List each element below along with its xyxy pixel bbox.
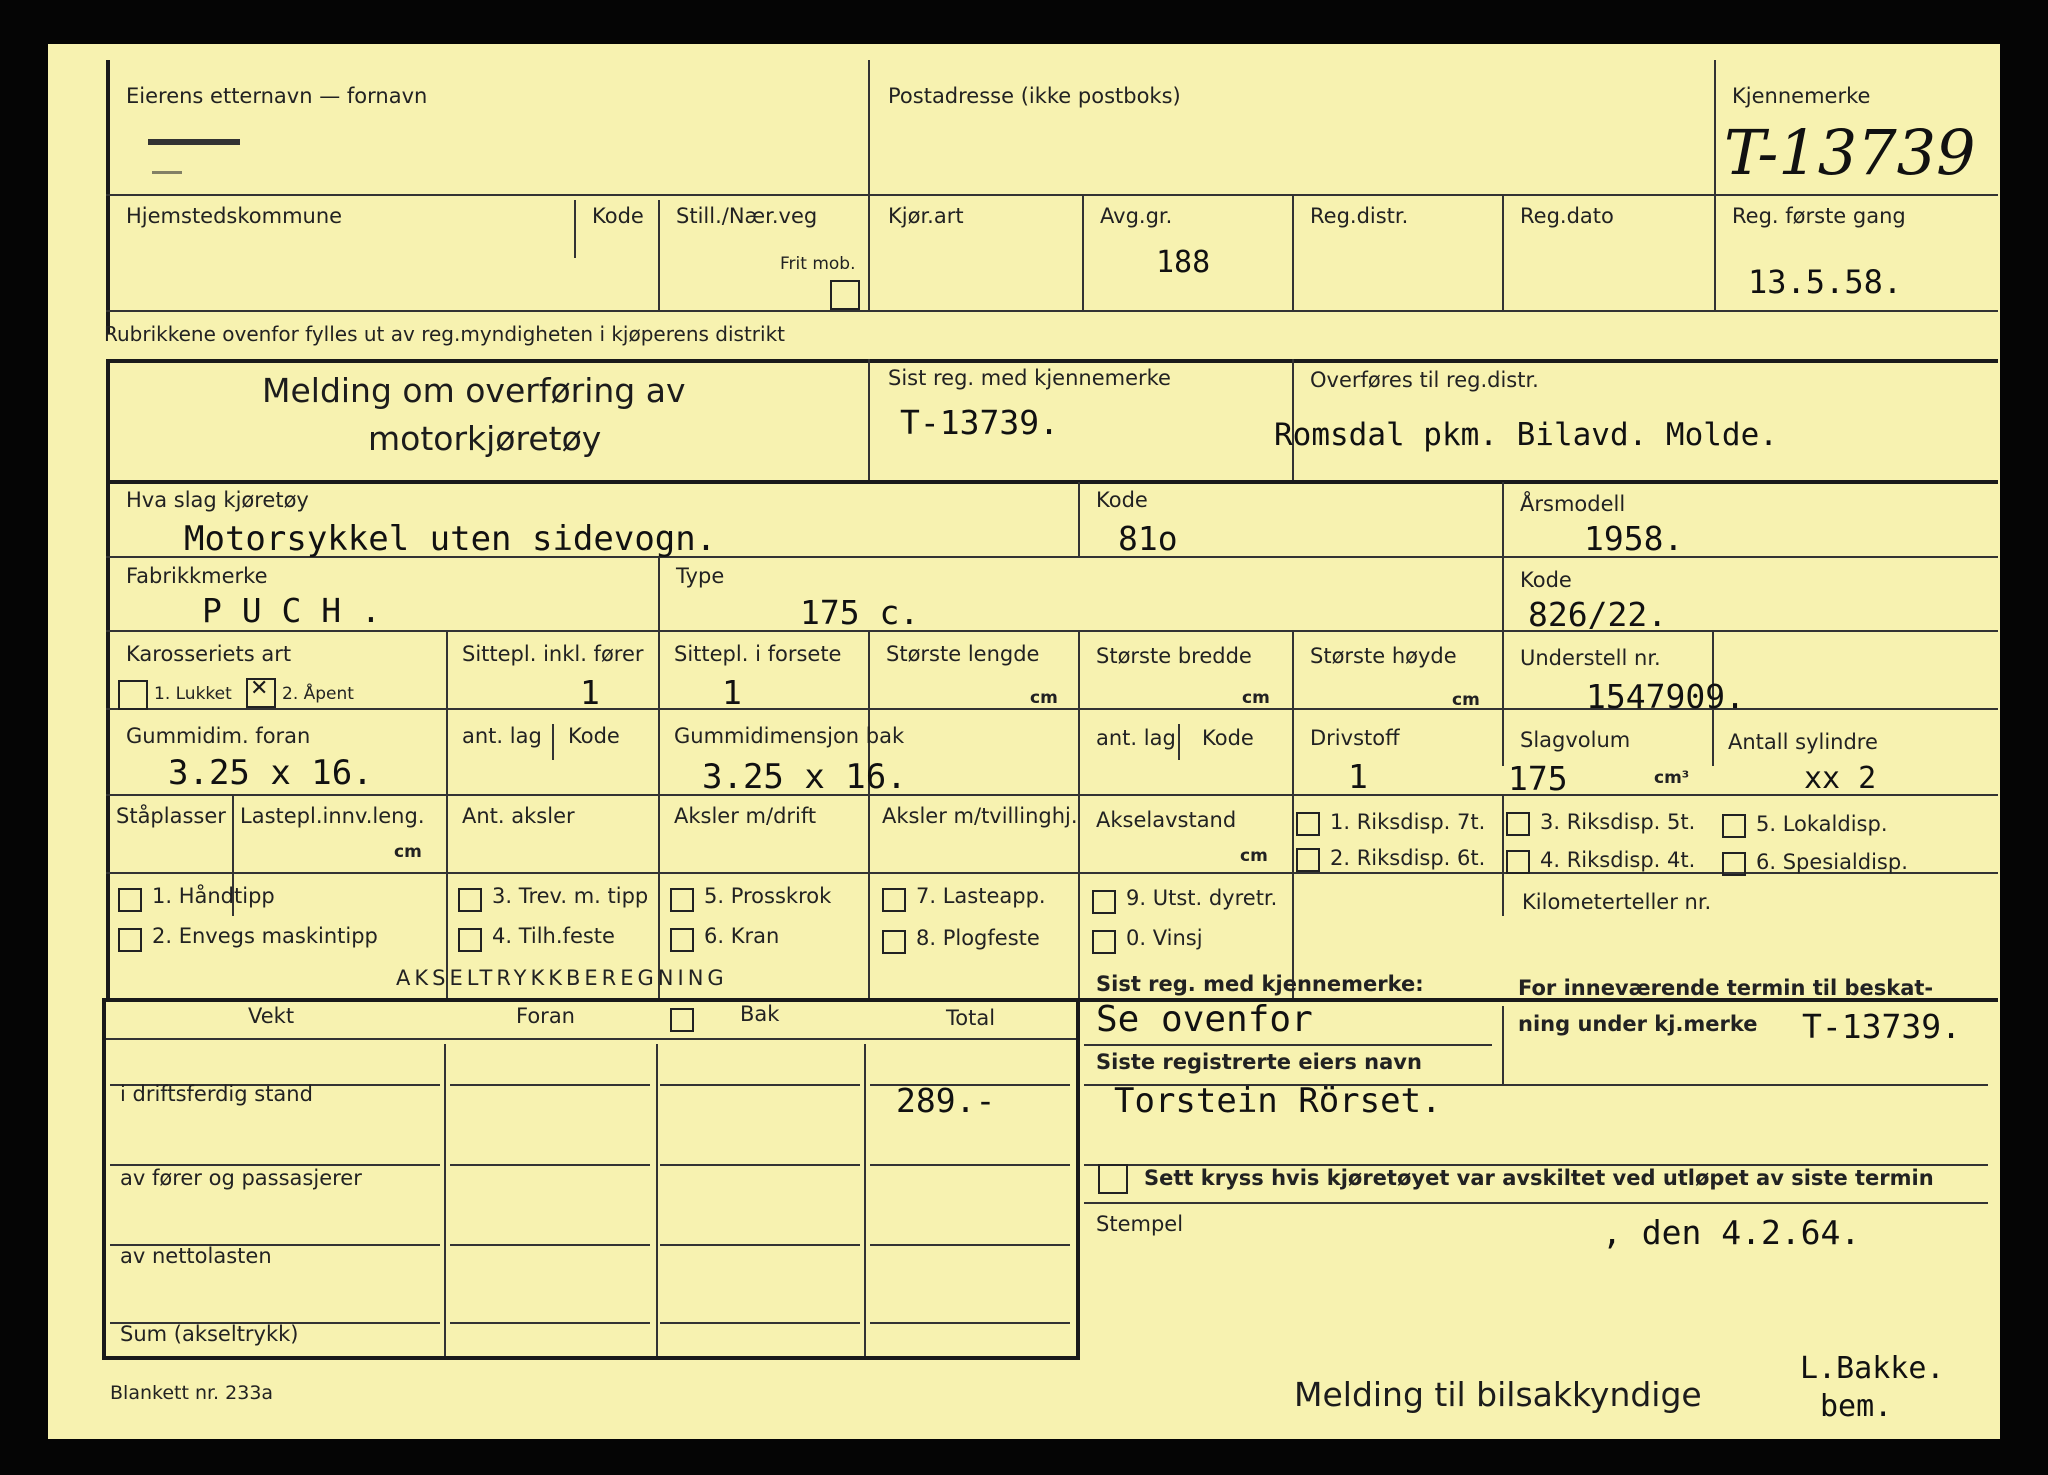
tilh-label: 4. Tilh.feste xyxy=(492,924,615,948)
seats-value: 1 xyxy=(580,673,600,712)
last-plate-value: T-13739. xyxy=(900,403,1059,442)
still-label: Still./Nær.veg xyxy=(676,204,818,228)
axle-table-left-border xyxy=(102,998,106,1358)
line xyxy=(660,1322,860,1324)
registration-form-card xyxy=(48,44,2000,1439)
line xyxy=(870,1164,1070,1166)
wheelbase-label: Akselavstand xyxy=(1096,808,1237,832)
riksdisp-4t-label: 4. Riksdisp. 4t. xyxy=(1540,848,1696,872)
line xyxy=(660,1164,860,1166)
body-open-checkbox[interactable] xyxy=(246,678,276,708)
cargo-length-unit: cm xyxy=(394,842,422,862)
axle-row-ready: i driftsferdig stand xyxy=(120,1082,313,1106)
cargo-length-label: Lastepl.innv.leng. xyxy=(240,804,425,828)
vinsj-label: 0. Vinsj xyxy=(1126,926,1203,950)
plate-label: Kjennemerke xyxy=(1732,84,1871,108)
right-last-plate-label: Sist reg. med kjennemerke: xyxy=(1096,972,1424,996)
axle-header-total: Total xyxy=(946,1006,996,1030)
riksdisp-4t-checkbox[interactable] xyxy=(1506,850,1530,874)
axle-header-front: Foran xyxy=(516,1004,575,1028)
deregistered-checkbox[interactable] xyxy=(1098,1164,1128,1194)
note-line: Rubrikkene ovenfor fylles ut av reg.myndigheten i kjøperens distrikt xyxy=(104,322,785,346)
front-seats-label: Sittepl. i forsete xyxy=(674,642,842,666)
vehicle-kind-label: Hva slag kjøretøy xyxy=(126,488,309,512)
seats-label: Sittepl. inkl. fører xyxy=(462,642,644,666)
first-reg-value: 13.5.58. xyxy=(1748,263,1903,301)
volume-unit: cm³ xyxy=(1654,768,1690,788)
riksdisp-5t-label: 3. Riksdisp. 5t. xyxy=(1540,810,1696,834)
body-closed-label: 1. Lukket xyxy=(154,684,232,704)
signature-name: L.Bakke. xyxy=(1800,1351,1945,1386)
term-value: T-13739. xyxy=(1802,1007,1961,1046)
last-plate-label: Sist reg. med kjennemerke xyxy=(888,366,1171,390)
axle-header-rear: Bak xyxy=(740,1002,780,1026)
rear-antlag-label: ant. lag xyxy=(1096,726,1176,750)
form-title-line1: Melding om overføring av xyxy=(262,371,686,410)
tilh-checkbox[interactable] xyxy=(458,928,482,952)
line xyxy=(106,872,1998,874)
stamp-label: Stempel xyxy=(1096,1212,1184,1236)
rear-tire-kode-label: Kode xyxy=(1202,726,1254,750)
lokaldisp-label: 5. Lokaldisp. xyxy=(1756,812,1888,836)
line xyxy=(450,1084,650,1086)
axle-row-driver: av fører og passasjerer xyxy=(120,1166,362,1190)
handtipp-checkbox[interactable] xyxy=(118,888,142,912)
make-label: Fabrikkmerke xyxy=(126,564,268,588)
plogfeste-checkbox[interactable] xyxy=(882,930,906,954)
vehicle-kode-value: 81o xyxy=(1118,519,1178,558)
dyretr-label: 9. Utst. dyretr. xyxy=(1126,886,1278,910)
axle-row-sum: Sum (akseltrykk) xyxy=(120,1322,299,1346)
cylinders-value: xx 2 xyxy=(1804,761,1877,796)
avggr-value: 188 xyxy=(1156,245,1211,280)
to-district-label: Overføres til reg.distr. xyxy=(1310,368,1539,392)
body-closed-checkbox[interactable] xyxy=(118,680,148,710)
axle-table-right-border xyxy=(1076,998,1080,1358)
front-tire-value: 3.25 x 16. xyxy=(168,753,373,793)
left-border xyxy=(106,359,110,999)
width-unit: cm xyxy=(1242,688,1270,708)
front-tire-kode-label: Kode xyxy=(568,724,620,748)
axle-header-weight: Vekt xyxy=(248,1004,295,1028)
date-value: , den 4.2.64. xyxy=(1602,1213,1861,1252)
rear-tire-value: 3.25 x 16. xyxy=(702,757,907,797)
right-last-plate-value: Se ovenfor xyxy=(1096,999,1313,1040)
line xyxy=(106,310,1998,312)
year-label: Årsmodell xyxy=(1520,492,1626,516)
plate-handwritten: T-13739 xyxy=(1724,116,1976,189)
kran-label: 6. Kran xyxy=(704,924,780,948)
kode2-label: Kode xyxy=(1520,568,1572,592)
line xyxy=(1084,1202,1988,1204)
axles-label: Ant. aksler xyxy=(462,804,575,828)
chassis-label: Understell nr. xyxy=(1520,646,1661,670)
term-label-1: For inneværende termin til beskat- xyxy=(1518,976,1934,1000)
divider xyxy=(868,359,870,482)
axle-table-bottom xyxy=(102,1356,1080,1360)
axle-row-netload: av nettolasten xyxy=(120,1244,272,1268)
spesialdisp-label: 6. Spesialdisp. xyxy=(1756,850,1908,874)
body-open-label: 2. Åpent xyxy=(282,684,354,704)
fuel-value: 1 xyxy=(1348,757,1368,796)
form-number: Blankett nr. 233a xyxy=(110,1382,274,1404)
divider xyxy=(552,724,554,760)
divider xyxy=(1082,194,1084,310)
line xyxy=(870,1244,1070,1246)
divider xyxy=(658,556,660,630)
redacted-name-mark xyxy=(152,171,182,174)
line xyxy=(1084,1044,1492,1046)
riksdisp-5t-checkbox[interactable] xyxy=(1506,812,1530,836)
front-seats-value: 1 xyxy=(722,673,742,712)
divider xyxy=(1502,794,1504,916)
type-value: 175 c. xyxy=(800,593,920,632)
divider xyxy=(1292,194,1294,310)
kode2-value: 826/22. xyxy=(1528,595,1668,634)
line xyxy=(450,1244,650,1246)
rear-tire-label: Gummidimensjon bak xyxy=(674,724,905,748)
envegs-checkbox[interactable] xyxy=(118,928,142,952)
chassis-value: 1547909. xyxy=(1586,677,1745,716)
lokaldisp-checkbox[interactable] xyxy=(1722,814,1746,838)
line xyxy=(106,794,1998,796)
spesialdisp-checkbox[interactable] xyxy=(1722,852,1746,876)
owner-name-label: Eierens etternavn — fornavn xyxy=(126,84,428,108)
divider xyxy=(1078,482,1080,556)
divider xyxy=(1078,916,1080,1000)
volume-value: 175 xyxy=(1508,759,1568,798)
front-antlag-label: ant. lag xyxy=(462,724,542,748)
kjorart-label: Kjør.art xyxy=(888,204,964,228)
lasteapp-checkbox[interactable] xyxy=(882,888,906,912)
envegs-label: 2. Envegs maskintipp xyxy=(152,924,378,948)
odometer-label: Kilometerteller nr. xyxy=(1522,890,1712,914)
line xyxy=(106,480,1998,484)
divider xyxy=(1502,1006,1504,1084)
signature-bem: bem. xyxy=(1820,1389,1893,1424)
type-label: Type xyxy=(676,564,725,588)
first-reg-label: Reg. første gang xyxy=(1732,204,1906,228)
municipality-label: Hjemstedskommune xyxy=(126,204,343,228)
trev-label: 3. Trev. m. tipp xyxy=(492,884,649,908)
title-top-line xyxy=(106,359,1998,363)
last-owner-label: Siste registrerte eiers navn xyxy=(1096,1050,1422,1074)
address-label: Postadresse (ikke postboks) xyxy=(888,84,1181,108)
volume-label: Slagvolum xyxy=(1520,728,1631,752)
frit-mob-checkbox[interactable] xyxy=(830,280,860,310)
length-label: Største lengde xyxy=(886,642,1040,666)
line xyxy=(106,630,1998,632)
addressee-label: Melding til bilsakkyndige xyxy=(1294,1375,1702,1414)
regdistr-label: Reg.distr. xyxy=(1310,204,1409,228)
riksdisp-7t-label: 1. Riksdisp. 7t. xyxy=(1330,810,1486,834)
standing-label: Ståplasser xyxy=(116,804,226,828)
form-title-line2: motorkjøretøy xyxy=(368,419,602,458)
to-district-value: Romsdal pkm. Bilavd. Molde. xyxy=(1274,417,1778,453)
divider xyxy=(444,1044,446,1358)
line xyxy=(660,1244,860,1246)
avggr-label: Avg.gr. xyxy=(1100,204,1173,228)
prosskrok-label: 5. Prosskrok xyxy=(704,884,832,908)
length-unit: cm xyxy=(1030,688,1058,708)
line xyxy=(660,1084,860,1086)
cylinders-label: Antall sylindre xyxy=(1728,730,1878,754)
axle-row-ready-total: 289.- xyxy=(896,1081,996,1120)
line xyxy=(870,1322,1070,1324)
height-label: Største høyde xyxy=(1310,644,1457,668)
divider xyxy=(1714,60,1716,310)
riksdisp-6t-label: 2. Riksdisp. 6t. xyxy=(1330,846,1486,870)
divider xyxy=(1502,482,1504,766)
riksdisp-7t-checkbox[interactable] xyxy=(1296,812,1320,836)
prosskrok-checkbox[interactable] xyxy=(670,888,694,912)
height-unit: cm xyxy=(1452,690,1480,710)
redacted-name-mark xyxy=(148,139,240,145)
deregistered-label: Sett kryss hvis kjøretøyet var avskiltet ved utløpet av siste termin xyxy=(1144,1166,1934,1190)
vehicle-kind-value: Motorsykkel uten sidevogn. xyxy=(184,519,717,559)
handtipp-label: 1. Håndtipp xyxy=(152,884,275,908)
divider xyxy=(1178,724,1180,760)
kran-checkbox[interactable] xyxy=(670,928,694,952)
riksdisp-6t-checkbox[interactable] xyxy=(1296,848,1320,872)
line xyxy=(450,1164,650,1166)
axle-rear-checkbox[interactable] xyxy=(670,1008,694,1032)
last-owner-value: Torstein Rörset. xyxy=(1114,1081,1442,1121)
twin-axles-label: Aksler m/tvillinghj. xyxy=(882,804,1078,828)
dyretr-checkbox[interactable] xyxy=(1092,890,1116,914)
year-value: 1958. xyxy=(1584,519,1684,558)
divider xyxy=(574,200,576,258)
regdato-label: Reg.dato xyxy=(1520,204,1614,228)
left-border-top xyxy=(106,60,110,334)
term-label-2: ning under kj.merke xyxy=(1518,1012,1758,1036)
municipality-kode-label: Kode xyxy=(592,204,644,228)
divider xyxy=(656,1044,658,1358)
frit-mob-label: Frit mob. xyxy=(780,254,856,274)
fuel-label: Drivstoff xyxy=(1310,726,1400,750)
vehicle-kode-label: Kode xyxy=(1096,488,1148,512)
plogfeste-label: 8. Plogfeste xyxy=(916,926,1040,950)
divider xyxy=(868,916,870,1000)
divider xyxy=(1502,194,1504,310)
drive-axles-label: Aksler m/drift xyxy=(674,804,817,828)
wheelbase-unit: cm xyxy=(1240,846,1268,866)
line xyxy=(450,1322,650,1324)
line xyxy=(106,1038,1076,1040)
divider xyxy=(868,60,870,310)
lasteapp-label: 7. Lasteapp. xyxy=(916,884,1046,908)
vinsj-checkbox[interactable] xyxy=(1092,930,1116,954)
make-value: P U C H . xyxy=(202,591,381,630)
divider xyxy=(658,200,660,310)
divider xyxy=(864,1044,866,1358)
trev-checkbox[interactable] xyxy=(458,888,482,912)
axle-table-title: AKSELTRYKKBEREGNING xyxy=(396,966,728,990)
body-label: Karosseriets art xyxy=(126,642,292,666)
width-label: Største bredde xyxy=(1096,644,1252,668)
front-tire-label: Gummidim. foran xyxy=(126,724,311,748)
